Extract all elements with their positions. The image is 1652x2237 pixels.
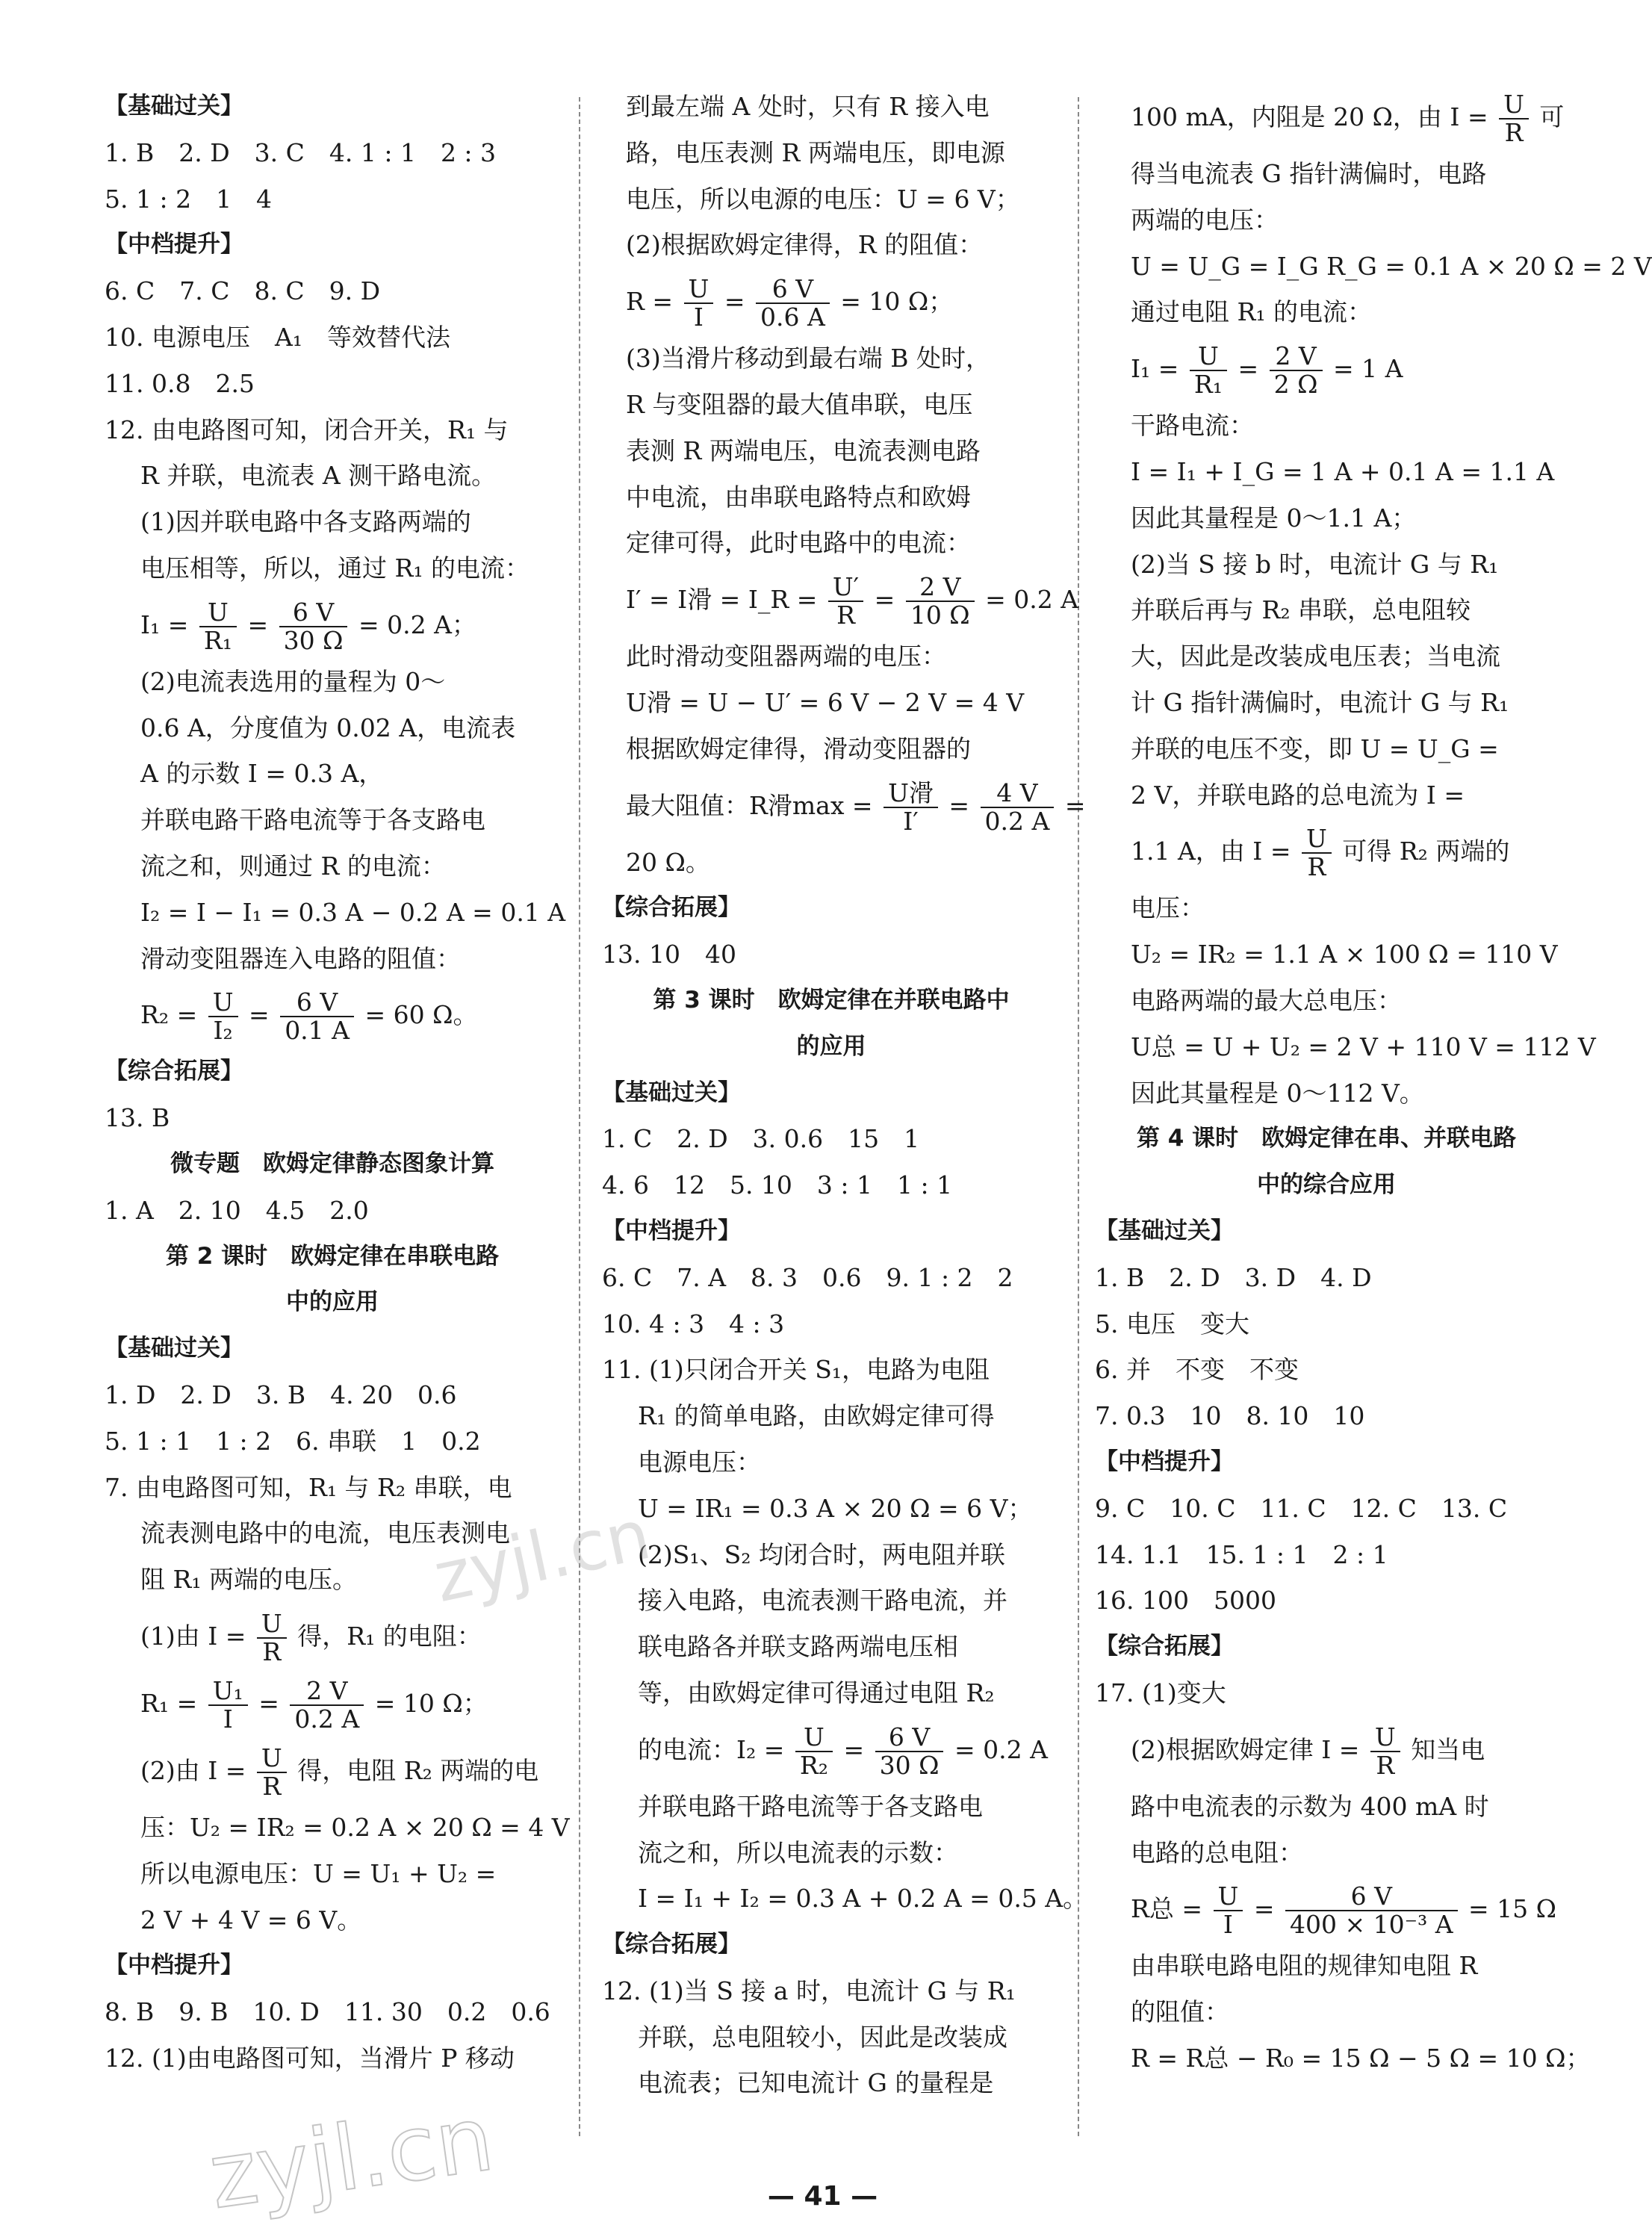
formula-text: R₁ = bbox=[140, 1688, 198, 1718]
fraction bbox=[756, 276, 830, 331]
fraction-numerator: U bbox=[257, 1610, 287, 1639]
answer-line: 路，电压表测 R 两端电压，即电源 bbox=[626, 137, 1005, 167]
formula-text: = bbox=[247, 609, 269, 639]
fraction bbox=[1285, 1883, 1458, 1938]
answer-line: 大，因此是改装成电压表；当电流 bbox=[1131, 642, 1500, 671]
fraction-numerator: 6 V bbox=[875, 1724, 944, 1752]
answer-line: 6. 并 不变 不变 bbox=[1095, 1355, 1299, 1385]
fraction-numerator: U bbox=[1190, 343, 1227, 371]
answer-line: 2 V，并联电路的总电流为 I = bbox=[1131, 780, 1465, 810]
formula-text: R总 = bbox=[1131, 1894, 1202, 1924]
answer-line: 5. 1 : 2 1 4 bbox=[105, 184, 273, 214]
fraction-numerator: U滑 bbox=[884, 780, 938, 808]
formula-line bbox=[602, 1716, 1061, 1784]
answer-line: 16. 100 5000 bbox=[1095, 1586, 1276, 1616]
answer-line: 12. (1)由电路图可知，当滑片 P 移动 bbox=[105, 2043, 515, 2073]
answer-line: 电压，所以电源的电压：U = 6 V； bbox=[626, 184, 1020, 214]
fraction-denominator: 0.1 A bbox=[285, 1016, 350, 1046]
page-number: — 41 — bbox=[767, 2181, 878, 2212]
fraction-numerator: U bbox=[1302, 825, 1332, 854]
answer-line: 流之和，则通过 R 的电流： bbox=[140, 851, 446, 881]
formula-line bbox=[1095, 1716, 1558, 1784]
answer-line: I = I₁ + I_G = 1 A + 0.1 A = 1.1 A bbox=[1131, 456, 1555, 486]
formula-text: = bbox=[874, 585, 895, 615]
answer-line: 表测 R 两端电压，电流表测电路 bbox=[626, 435, 981, 465]
fraction-denominator: 0.2 A bbox=[294, 1704, 360, 1734]
lesson-title: 中的综合应用 bbox=[1257, 1171, 1396, 1199]
answer-line: 6. C 7. A 8. 3 0.6 9. 1 : 2 2 bbox=[602, 1262, 1013, 1292]
answer-line: 13. 10 40 bbox=[602, 940, 736, 969]
answer-line: 计 G 指针满偏时，电流计 G 与 R₁ bbox=[1131, 687, 1509, 717]
formula-text: 可 bbox=[1539, 102, 1565, 131]
answer-line: 此时滑动变阻器两端的电压： bbox=[626, 642, 946, 671]
fraction-numerator: U bbox=[257, 1745, 287, 1773]
answer-line: 滑动变阻器连入电路的阻值： bbox=[140, 943, 461, 973]
formula-text: 得，电阻 R₂ 两端的电 bbox=[297, 1755, 539, 1785]
formula-line bbox=[105, 1603, 560, 1670]
fraction-numerator: U bbox=[795, 1724, 833, 1752]
answer-line: 1. A 2. 10 4.5 2.0 bbox=[105, 1195, 369, 1225]
formula-text: = bbox=[258, 1688, 279, 1718]
answer-line: 9. C 10. C 11. C 12. C 13. C bbox=[1095, 1493, 1508, 1523]
formula-text: I′ = I滑 = I_R = bbox=[626, 585, 818, 615]
answer-line: 5. 1 : 1 1 : 2 6. 串联 1 0.2 bbox=[105, 1426, 481, 1456]
answer-line: 流之和，所以电流表的示数： bbox=[638, 1837, 958, 1867]
formula-text: = 15 Ω bbox=[1468, 1894, 1557, 1924]
answer-line: 干路电流： bbox=[1131, 411, 1254, 441]
column-divider-1 bbox=[579, 97, 580, 2136]
fraction bbox=[828, 574, 863, 629]
fraction-numerator: U bbox=[1214, 1883, 1243, 1911]
fraction bbox=[199, 599, 237, 654]
answer-line: 并联，总电阻较小，因此是改装成 bbox=[638, 2022, 1007, 2052]
answer-line: 2 V + 4 V = 6 V。 bbox=[140, 1905, 362, 1935]
formula-line bbox=[1095, 335, 1558, 403]
formula-line bbox=[1095, 1875, 1558, 1943]
formula-line bbox=[602, 772, 1086, 840]
formula-text: = 60 Ω。 bbox=[364, 1000, 478, 1030]
formula-text: I₁ = bbox=[1131, 354, 1179, 384]
answer-line: R = R总 − R₀ = 15 Ω − 5 Ω = 10 Ω； bbox=[1131, 2043, 1591, 2073]
fraction-denominator: I₂ bbox=[213, 1016, 233, 1046]
fraction-numerator: 6 V bbox=[1285, 1883, 1458, 1911]
formula-text: = bbox=[724, 287, 745, 317]
formula-line bbox=[1095, 84, 1565, 151]
section-heading: 【中档提升】 bbox=[105, 1952, 243, 1979]
answer-line: 1. C 2. D 3. 0.6 15 1 bbox=[602, 1124, 920, 1154]
fraction-denominator: R₂ bbox=[799, 1750, 828, 1780]
formula-line bbox=[1095, 818, 1558, 885]
answer-line: 8. B 9. B 10. D 11. 30 0.2 0.6 bbox=[105, 1997, 550, 2027]
fraction-denominator: R bbox=[262, 1636, 282, 1666]
fraction-denominator: R₁ bbox=[203, 625, 232, 655]
fraction-numerator: U bbox=[1499, 91, 1529, 120]
formula-text: 得，R₁ 的电阻： bbox=[297, 1621, 482, 1651]
answer-line: 1. D 2. D 3. B 4. 20 0.6 bbox=[105, 1380, 457, 1409]
fraction bbox=[290, 1675, 364, 1734]
column-divider-2 bbox=[1078, 97, 1079, 2136]
answer-line: 6. C 7. C 8. C 9. D bbox=[105, 276, 381, 306]
fraction bbox=[280, 989, 354, 1044]
answer-line: 13. B bbox=[105, 1103, 170, 1133]
section-heading: 【中档提升】 bbox=[1095, 1448, 1234, 1475]
formula-text: = bbox=[843, 1734, 865, 1764]
answer-line: 得当电流表 G 指针满偏时，电路 bbox=[1131, 159, 1487, 188]
fraction-denominator: 30 Ω bbox=[283, 625, 344, 655]
fraction-denominator: 30 Ω bbox=[879, 1750, 940, 1780]
watermark: zyjl.cn bbox=[203, 2087, 500, 2230]
answer-line: (3)当滑片移动到最右端 B 处时， bbox=[626, 344, 990, 373]
formula-line bbox=[602, 566, 1079, 633]
answer-line: 压：U₂ = IR₂ = 0.2 A × 20 Ω = 4 V bbox=[140, 1812, 570, 1842]
fraction-numerator: 2 V bbox=[290, 1678, 364, 1706]
answer-line: 20 Ω。 bbox=[626, 847, 710, 877]
formula-text: 1.1 A，由 I = bbox=[1131, 837, 1291, 866]
fraction-numerator: 2 V bbox=[1270, 343, 1323, 371]
fraction bbox=[981, 780, 1055, 835]
section-heading: 【中档提升】 bbox=[602, 1217, 741, 1244]
formula-text: = 0.2 A bbox=[985, 585, 1079, 615]
answer-line: 因此其量程是 0～112 V。 bbox=[1131, 1078, 1424, 1108]
lesson-title: 的应用 bbox=[796, 1032, 866, 1060]
answer-column-1 bbox=[105, 84, 570, 2155]
fraction-numerator: U′ bbox=[828, 574, 863, 602]
formula-text: 100 mA，内阻是 20 Ω，由 I = bbox=[1131, 102, 1488, 131]
fraction bbox=[1370, 1724, 1400, 1779]
fraction-denominator: R bbox=[1376, 1750, 1395, 1780]
answer-line: 电压： bbox=[1131, 893, 1205, 923]
answer-line: 电流表；已知电流计 G 的量程是 bbox=[638, 2068, 994, 2098]
fraction-numerator: U bbox=[684, 276, 714, 304]
lesson-title: 第 3 课时 欧姆定律在并联电路中 bbox=[653, 986, 1010, 1014]
fraction-denominator: 10 Ω bbox=[910, 601, 970, 630]
answer-line: 阻 R₁ 两端的电压。 bbox=[140, 1565, 358, 1595]
fraction-numerator: U bbox=[199, 599, 237, 627]
fraction bbox=[1302, 825, 1332, 881]
answer-line: 并联电路干路电流等于各支路电 bbox=[638, 1791, 983, 1821]
answer-line: 并联的电压不变，即 U = U_G = bbox=[1131, 733, 1499, 763]
answer-line: R₁ 的简单电路，由欧姆定律可得 bbox=[638, 1401, 995, 1431]
fraction bbox=[875, 1724, 944, 1779]
section-heading: 【基础过关】 bbox=[602, 1079, 741, 1106]
fraction bbox=[208, 989, 238, 1044]
answer-line: 流表测电路中的电流，电压表测电 bbox=[140, 1518, 510, 1548]
fraction-numerator: U bbox=[1370, 1724, 1400, 1752]
answer-line: 10. 电源电压 A₁ 等效替代法 bbox=[105, 322, 451, 352]
fraction-numerator: 6 V bbox=[279, 599, 348, 627]
answer-line: A 的示数 I = 0.3 A， bbox=[140, 759, 384, 789]
fraction bbox=[1190, 343, 1227, 398]
section-heading: 【基础过关】 bbox=[1095, 1217, 1234, 1244]
answer-line: 1. B 2. D 3. D 4. D bbox=[1095, 1262, 1372, 1292]
answer-line: 12. (1)当 S 接 a 时，电流计 G 与 R₁ bbox=[602, 1976, 1016, 2005]
answer-line: 12. 由电路图可知，闭合开关，R₁ 与 bbox=[105, 415, 509, 444]
fraction-denominator: I bbox=[693, 302, 704, 332]
answer-line: 定律可得，此时电路中的电流： bbox=[626, 528, 971, 558]
answer-line: (2)电流表选用的量程为 0～ bbox=[140, 666, 446, 696]
answer-line: 17. (1)变大 bbox=[1095, 1678, 1226, 1707]
special-topic-title: 微专题 欧姆定律静态图象计算 bbox=[170, 1149, 494, 1177]
fraction bbox=[906, 574, 975, 629]
formula-text: = bbox=[1064, 790, 1086, 820]
answer-line: R 并联，电流表 A 测干路电流。 bbox=[140, 461, 497, 491]
answer-line: 电路两端的最大总电压： bbox=[1131, 985, 1402, 1015]
answer-line: (2)S₁、S₂ 均闭合时，两电阻并联 bbox=[638, 1539, 1005, 1569]
formula-line bbox=[105, 592, 560, 659]
answer-line: (2)当 S 接 b 时，电流计 G 与 R₁ bbox=[1131, 549, 1499, 579]
fraction-denominator: R bbox=[262, 1771, 282, 1801]
answer-line: U = IR₁ = 0.3 A × 20 Ω = 6 V； bbox=[638, 1493, 1033, 1523]
answer-line: 通过电阻 R₁ 的电流： bbox=[1131, 297, 1373, 327]
fraction bbox=[795, 1724, 833, 1779]
fraction bbox=[1214, 1883, 1243, 1938]
formula-line bbox=[105, 1670, 560, 1737]
answer-line: 并联后再与 R₂ 串联，总电阻较 bbox=[1131, 595, 1471, 625]
lesson-title: 第 2 课时 欧姆定律在串联电路 bbox=[165, 1242, 500, 1270]
answer-line: 电压相等，所以，通过 R₁ 的电流： bbox=[140, 553, 530, 583]
answer-line: U = U_G = I_G R_G = 0.1 A × 20 Ω = 2 V bbox=[1131, 251, 1652, 281]
fraction bbox=[257, 1610, 287, 1666]
fraction-numerator: 4 V bbox=[981, 780, 1055, 808]
answer-line: 电路的总电阻： bbox=[1131, 1837, 1303, 1867]
fraction-numerator: U₁ bbox=[208, 1678, 248, 1706]
fraction bbox=[884, 780, 938, 835]
answer-line: 联电路各并联支路两端电压相 bbox=[638, 1632, 958, 1662]
section-heading: 【综合拓展】 bbox=[602, 894, 741, 922]
formula-text: 可得 R₂ 两端的 bbox=[1342, 837, 1510, 866]
answer-line: (1)因并联电路中各支路两端的 bbox=[140, 507, 471, 537]
formula-line bbox=[105, 1737, 560, 1805]
fraction-denominator: R bbox=[1307, 852, 1326, 882]
formula-text: I₁ = bbox=[140, 609, 189, 639]
answer-column-2 bbox=[602, 84, 1088, 2155]
formula-text: 最大阻值：R滑max = bbox=[626, 790, 873, 820]
answer-line: 两端的电压： bbox=[1131, 205, 1279, 235]
answer-line: (2)根据欧姆定律得，R 的阻值： bbox=[626, 230, 984, 260]
fraction-denominator: R bbox=[1504, 118, 1524, 147]
formula-text: R = bbox=[626, 287, 673, 317]
fraction-denominator: 2 Ω bbox=[1273, 370, 1318, 400]
answer-line: I = I₁ + I₂ = 0.3 A + 0.2 A = 0.5 A。 bbox=[638, 1884, 1088, 1914]
answer-line: 7. 由电路图可知，R₁ 与 R₂ 串联，电 bbox=[105, 1472, 512, 1502]
formula-text: (1)由 I = bbox=[140, 1621, 246, 1651]
section-heading: 【综合拓展】 bbox=[602, 1931, 741, 1958]
answer-line: 所以电源电压：U = U₁ + U₂ = bbox=[140, 1858, 497, 1888]
formula-text: = bbox=[948, 790, 970, 820]
formula-line bbox=[602, 268, 1061, 335]
answer-column-3 bbox=[1095, 84, 1652, 2155]
formula-text: = 0.2 A； bbox=[358, 609, 476, 639]
fraction-denominator: 0.6 A bbox=[760, 302, 825, 332]
fraction-denominator: R₁ bbox=[1193, 370, 1223, 400]
formula-text: R₂ = bbox=[140, 1000, 198, 1030]
answer-line: 路中电流表的示数为 400 mA 时 bbox=[1131, 1791, 1489, 1821]
answer-line: 4. 6 12 5. 10 3 : 1 1 : 1 bbox=[602, 1170, 953, 1200]
fraction bbox=[257, 1745, 287, 1800]
answer-line: 7. 0.3 10 8. 10 10 bbox=[1095, 1401, 1365, 1431]
section-heading: 【综合拓展】 bbox=[105, 1058, 243, 1085]
answer-line: 到最左端 A 处时，只有 R 接入电 bbox=[626, 92, 990, 121]
fraction-numerator: 2 V bbox=[906, 574, 975, 602]
formula-text: = 10 Ω； bbox=[840, 287, 954, 317]
answer-line: 等，由欧姆定律可得通过电阻 R₂ bbox=[638, 1678, 995, 1707]
answer-line: I₂ = I − I₁ = 0.3 A − 0.2 A = 0.1 A bbox=[140, 897, 566, 927]
fraction-numerator: U bbox=[208, 989, 238, 1017]
lesson-title: 第 4 课时 欧姆定律在串、并联电路 bbox=[1136, 1125, 1517, 1152]
fraction-denominator: I′ bbox=[903, 806, 919, 836]
formula-text: = 0.2 A bbox=[954, 1734, 1048, 1764]
formula-text: (2)根据欧姆定律 I = bbox=[1131, 1734, 1360, 1764]
answer-line: 电源电压： bbox=[638, 1447, 761, 1477]
section-heading: 【基础过关】 bbox=[105, 93, 243, 120]
section-heading: 【中档提升】 bbox=[105, 231, 243, 258]
formula-text: 知当电 bbox=[1411, 1734, 1485, 1764]
answer-line: U₂ = IR₂ = 1.1 A × 100 Ω = 110 V bbox=[1131, 940, 1558, 969]
watermark: zyjl.cn bbox=[427, 1494, 657, 1619]
section-heading: 【基础过关】 bbox=[105, 1335, 243, 1362]
fraction bbox=[279, 599, 348, 654]
answer-line: 1. B 2. D 3. C 4. 1 : 1 2 : 3 bbox=[105, 137, 497, 167]
answer-line: 中电流，由串联电路特点和欧姆 bbox=[626, 482, 971, 512]
formula-text: = bbox=[249, 1000, 270, 1030]
fraction-numerator: 6 V bbox=[280, 989, 354, 1017]
fraction-denominator: I bbox=[223, 1704, 233, 1734]
answer-line: 接入电路，电流表测干路电流，并 bbox=[638, 1586, 1007, 1616]
fraction-denominator: 400 × 10⁻³ A bbox=[1289, 1910, 1453, 1940]
fraction-denominator: 0.2 A bbox=[984, 806, 1050, 836]
formula-text: = bbox=[1238, 354, 1259, 384]
answer-line: 14. 1.1 15. 1 : 1 2 : 1 bbox=[1095, 1539, 1388, 1569]
answer-line: 因此其量程是 0～1.1 A； bbox=[1131, 503, 1417, 533]
answer-line: 由串联电路电阻的规律知电阻 R bbox=[1131, 1951, 1478, 1981]
answer-line: U滑 = U − U′ = 6 V − 2 V = 4 V bbox=[626, 687, 1025, 717]
formula-text: = 10 Ω； bbox=[374, 1688, 488, 1718]
answer-line: 5. 电压 变大 bbox=[1095, 1309, 1249, 1338]
answer-line: 11. 0.8 2.5 bbox=[105, 368, 255, 398]
answer-line: 根据欧姆定律得，滑动变阻器的 bbox=[626, 733, 971, 763]
fraction-numerator: 6 V bbox=[756, 276, 830, 304]
fraction bbox=[208, 1675, 248, 1734]
answer-line: 10. 4 : 3 4 : 3 bbox=[602, 1309, 785, 1338]
answer-line: R 与变阻器的最大值串联，电压 bbox=[626, 389, 973, 419]
fraction bbox=[684, 276, 714, 331]
answer-line: 并联电路干路电流等于各支路电 bbox=[140, 805, 485, 835]
section-heading: 【综合拓展】 bbox=[1095, 1633, 1234, 1660]
formula-text: = 1 A bbox=[1333, 354, 1403, 384]
fraction bbox=[1499, 91, 1529, 146]
formula-text: = bbox=[1253, 1894, 1275, 1924]
formula-text: (2)由 I = bbox=[140, 1755, 246, 1785]
answer-line: 的阻值： bbox=[1131, 1997, 1229, 2027]
fraction-denominator: R bbox=[836, 601, 855, 630]
formula-line bbox=[105, 981, 560, 1049]
answer-line: 0.6 A，分度值为 0.02 A，电流表 bbox=[140, 713, 516, 742]
fraction-denominator: I bbox=[1223, 1910, 1233, 1940]
fraction bbox=[1270, 343, 1323, 398]
answer-line: 11. (1)只闭合开关 S₁，电路为电阻 bbox=[602, 1355, 990, 1385]
lesson-title: 中的应用 bbox=[286, 1288, 379, 1316]
formula-text: 的电流：I₂ = bbox=[638, 1734, 785, 1764]
answer-line: U总 = U + U₂ = 2 V + 110 V = 112 V bbox=[1131, 1031, 1596, 1061]
